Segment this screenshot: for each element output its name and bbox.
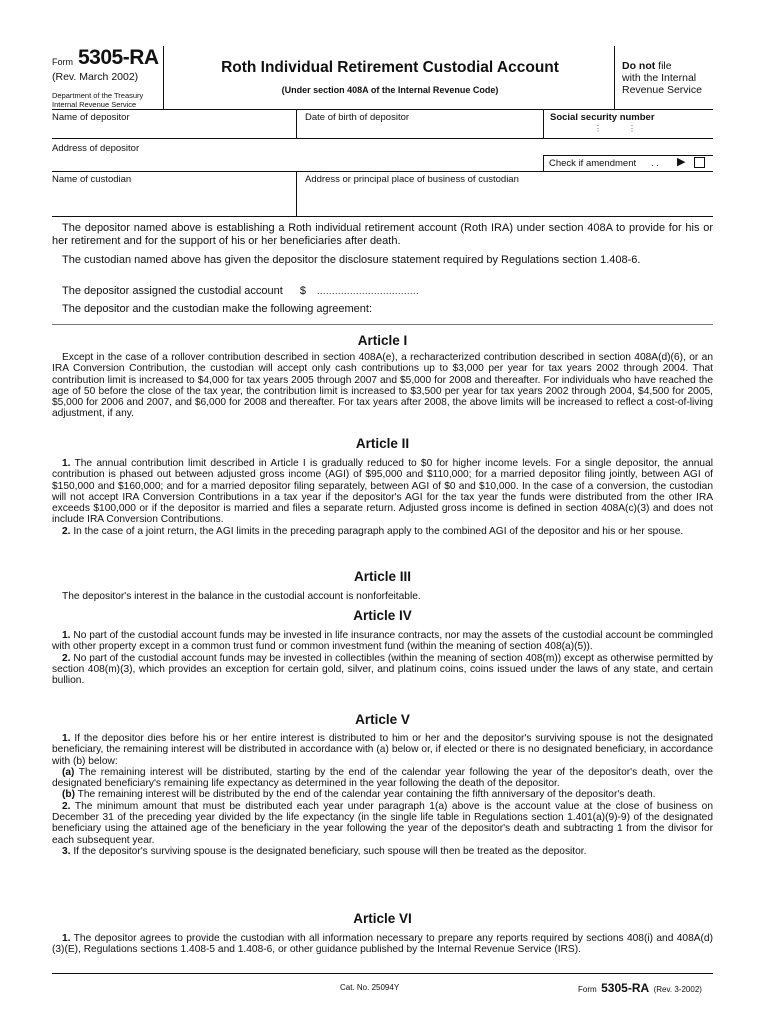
department-block bbox=[52, 91, 162, 109]
intro-paragraph-2: The custodian named above has given the depositor the disclosure statement required by Regulations section 1.408-6. bbox=[62, 254, 641, 266]
department-label: Department of the Treasury bbox=[52, 91, 144, 100]
form-number: 5305-RA bbox=[78, 46, 159, 69]
grid-vline-amend bbox=[543, 155, 544, 171]
header-divider-left bbox=[163, 46, 164, 109]
grid-vline-2 bbox=[543, 109, 544, 138]
file-line-3: Revenue Service bbox=[622, 84, 702, 96]
intro-rule bbox=[52, 324, 713, 325]
article-5-paragraph-a bbox=[52, 767, 713, 790]
article-2-text-1: The annual contribution limit described in Article I is gradually reduced to $0 for higher income levels. For a single depositor, the annual contribution is phased out between adjusted gross income (AGI) of $95,000 and $110,000; for a married depositor filing jointly, between AGI of $150,000 and $160,000; and for a married depositor filing separately, between AGI of $0 and $10,000. In the case of a conversion, the custodian will not accept IRA Conversion Contributions in a tax year if the depositor's AGI for the tax year the funds were distributed from the other IRA exceeds $100,000 or if the depositor is married and files a separate return. Adjusted gross income is defined in section 408A(c)(3) and does not include IRA Conversion Contributions. bbox=[52, 458, 713, 526]
article-3-body bbox=[52, 591, 713, 602]
article-4-text-2: No part of the custodial account funds may be invested in collectibles (within the meaning of section 408(m)) except as otherwise permitted by section 408(m)(3), which provides an exception for certain gold, silver, and platinum coins, coins issued under the laws of any state, and certain bullion. bbox=[52, 652, 713, 687]
article-2-paragraph-2 bbox=[52, 526, 713, 537]
intro-paragraph-4: The depositor and the custodian make the following agreement: bbox=[62, 303, 373, 315]
article-5-title: Article V bbox=[355, 712, 410, 727]
article-5-paragraph-1 bbox=[52, 733, 713, 767]
article-4-body bbox=[52, 630, 713, 686]
grid-vline-1 bbox=[296, 109, 297, 138]
check-amendment-label: Check if amendment bbox=[549, 158, 637, 169]
name-of-custodian-label: Name of custodian bbox=[52, 174, 132, 185]
article-4-num-1: 1. bbox=[62, 630, 71, 641]
article-5-text-a: The remaining interest will be distributed, starting by the end of the calendar year following the year of the depositor's death, over the designated beneficiary's remaining life expectancy as determined in the year following the death of the depositor. bbox=[52, 766, 713, 790]
custodian-address-label: Address or principal place of business of custodian bbox=[305, 174, 519, 185]
article-5-paragraph-b bbox=[52, 789, 713, 800]
article-5-text-2: The minimum amount that must be distributed each year under paragraph 1(a) above is the account value at the close of business on December 31 of the preceding year divided by the life expectancy (in the single life table in Regulations section 1.401(a)(9)-9) of the designated beneficiary using the attained age of the beneficiary in the year following the year of the depositor's death and subtracting 1 from the divisor for each subsequent year. bbox=[52, 800, 713, 846]
grid-hline-amend bbox=[543, 155, 713, 156]
amendment-checkbox[interactable] bbox=[694, 157, 705, 168]
ssn-separator-1: ⋮ bbox=[594, 124, 602, 133]
article-1-title: Article I bbox=[357, 333, 408, 348]
ssn-label: Social security number bbox=[550, 112, 655, 123]
assigned-label: The depositor assigned the custodial account bbox=[62, 285, 283, 297]
irs-label: Internal Revenue Service bbox=[52, 100, 137, 109]
article-5-paragraph-3 bbox=[52, 846, 713, 857]
file-line-2: with the Internal bbox=[622, 72, 697, 84]
article-2-body bbox=[52, 458, 713, 537]
header-divider-right bbox=[614, 46, 615, 109]
article-2-paragraph-1 bbox=[52, 458, 713, 526]
grid-vline-3 bbox=[296, 171, 297, 216]
name-of-depositor-label: Name of depositor bbox=[52, 112, 130, 123]
ssn-separator-2: ⋮ bbox=[628, 124, 636, 133]
article-6-title: Article VI bbox=[353, 911, 412, 926]
address-of-depositor-label: Address of depositor bbox=[52, 143, 140, 154]
article-6-body bbox=[52, 933, 713, 956]
article-4-paragraph-1 bbox=[52, 630, 713, 653]
article-6-text-1: The depositor agrees to provide the custodian with all information necessary to prepare any reports required by sections 408(i) and 408A(d)(3)(E), Regulations sections 1.408-5 and 1.408-6, or other guidance published by the Internal Revenue Service (IRS). bbox=[52, 933, 713, 956]
file-label: file bbox=[655, 60, 672, 72]
article-4-text-1: No part of the custodial account funds may be invested in life insurance contracts, nor may the assets of the custodial account be commingled with other property except in a common trust fund or common investment fund (within the meaning of section 408(a)(5)). bbox=[52, 630, 713, 653]
article-5-text-3: If the depositor's surviving spouse is the designated beneficiary, such spouse will then be treated as the depositor. bbox=[70, 845, 587, 857]
article-2-num-2: 2. bbox=[62, 525, 71, 537]
article-5-paragraph-2 bbox=[52, 801, 713, 846]
article-2-text-2: In the case of a joint return, the AGI limits in the preceding paragraph apply to the combined AGI of the depositor and his or her spouse. bbox=[70, 525, 684, 537]
footer-form-label: Form bbox=[578, 985, 597, 994]
date-of-birth-label: Date of birth of depositor bbox=[305, 112, 410, 123]
article-6-num-1: 1. bbox=[62, 933, 71, 944]
article-2-title: Article II bbox=[355, 436, 410, 451]
footer-form-id bbox=[578, 979, 702, 997]
grid-bottom-rule bbox=[52, 216, 713, 217]
article-1-text: Except in the case of a rollover contribution described in section 408A(e), a recharacterized contribution described in section 408A(d)(6), or an IRA Conversion Contribution, the custodian will accept only cash contributions up to $3,000 per year for tax years 2002 through 2004. That contribution limit is increased to $4,000 for tax years 2005 through 2007 and $5,000 for 2008 and thereafter. For individuals who have reached the age of 50 before the close of the tax year, the contribution limit is increased to $3,500 per year for tax years 2002 through 2004, $4,500 for 2005, $5,000 for 2006 and 2007, and $6,000 for 2008 and thereafter. For tax years after 2008, the above limits will be increased to reflect a cost-of-living adjustment, if any. bbox=[52, 352, 713, 420]
form-revision: (Rev. March 2002) bbox=[52, 71, 139, 83]
footer-form-number: 5305-RA bbox=[601, 981, 650, 995]
form-label: Form bbox=[52, 57, 73, 67]
check-amendment-dots: . . bbox=[651, 158, 659, 169]
form-subtitle: (Under section 408A of the Internal Revenue Code) bbox=[281, 85, 499, 95]
intro-paragraph-1 bbox=[52, 222, 713, 248]
article-5-num-b: (b) bbox=[62, 789, 76, 801]
article-2-num-1: 1. bbox=[62, 458, 71, 469]
grid-hline-1 bbox=[52, 138, 713, 139]
catalog-number: Cat. No. 25094Y bbox=[340, 983, 400, 992]
footer-revision: (Rev. 3-2002) bbox=[653, 985, 702, 994]
article-5-num-3: 3. bbox=[62, 845, 71, 857]
article-4-paragraph-2 bbox=[52, 653, 713, 687]
article-4-title: Article IV bbox=[353, 608, 412, 623]
do-not-label: Do not bbox=[622, 60, 656, 72]
arrow-right-icon: ▶ bbox=[677, 156, 686, 168]
article-5-text-b: The remaining interest will be distributed by the end of the calendar year containing the fifth anniversary of the depositor's death. bbox=[75, 789, 656, 801]
article-5-num-2: 2. bbox=[62, 800, 71, 812]
article-5-num-a: (a) bbox=[62, 766, 75, 778]
article-3-title: Article III bbox=[353, 569, 412, 584]
amount-dots[interactable]: .................................. bbox=[317, 286, 420, 296]
article-6-paragraph-1 bbox=[52, 933, 713, 956]
header-bottom-rule bbox=[52, 109, 713, 110]
article-1-body bbox=[52, 352, 713, 420]
dollar-sign: $ bbox=[299, 285, 306, 297]
footer-rule bbox=[52, 973, 713, 974]
article-5-text-1: If the depositor dies before his or her entire interest is distributed to him or her and the depositor's surviving spouse is not the designated beneficiary, the remaining interest will be distributed in accordance with (a) below or, if elected or there is no designated beneficiary, in accordance with (b) below: bbox=[52, 733, 713, 767]
form-title: Roth Individual Retirement Custodial Account bbox=[221, 59, 559, 76]
intro-text-1: The depositor named above is establishing a Roth individual retirement account (Roth IRA) under section 408A to provide for his or her retirement and for the support of his or her beneficiaries after death. bbox=[52, 222, 713, 247]
article-3-text: The depositor's interest in the balance in the custodial account is nonforfeitable. bbox=[62, 591, 421, 602]
article-5-num-1: 1. bbox=[62, 733, 71, 744]
filing-notice bbox=[622, 60, 702, 96]
article-5-body bbox=[52, 733, 713, 857]
intro-paragraph-3 bbox=[62, 285, 419, 298]
grid-hline-2 bbox=[52, 171, 713, 172]
article-4-num-2: 2. bbox=[62, 652, 71, 664]
